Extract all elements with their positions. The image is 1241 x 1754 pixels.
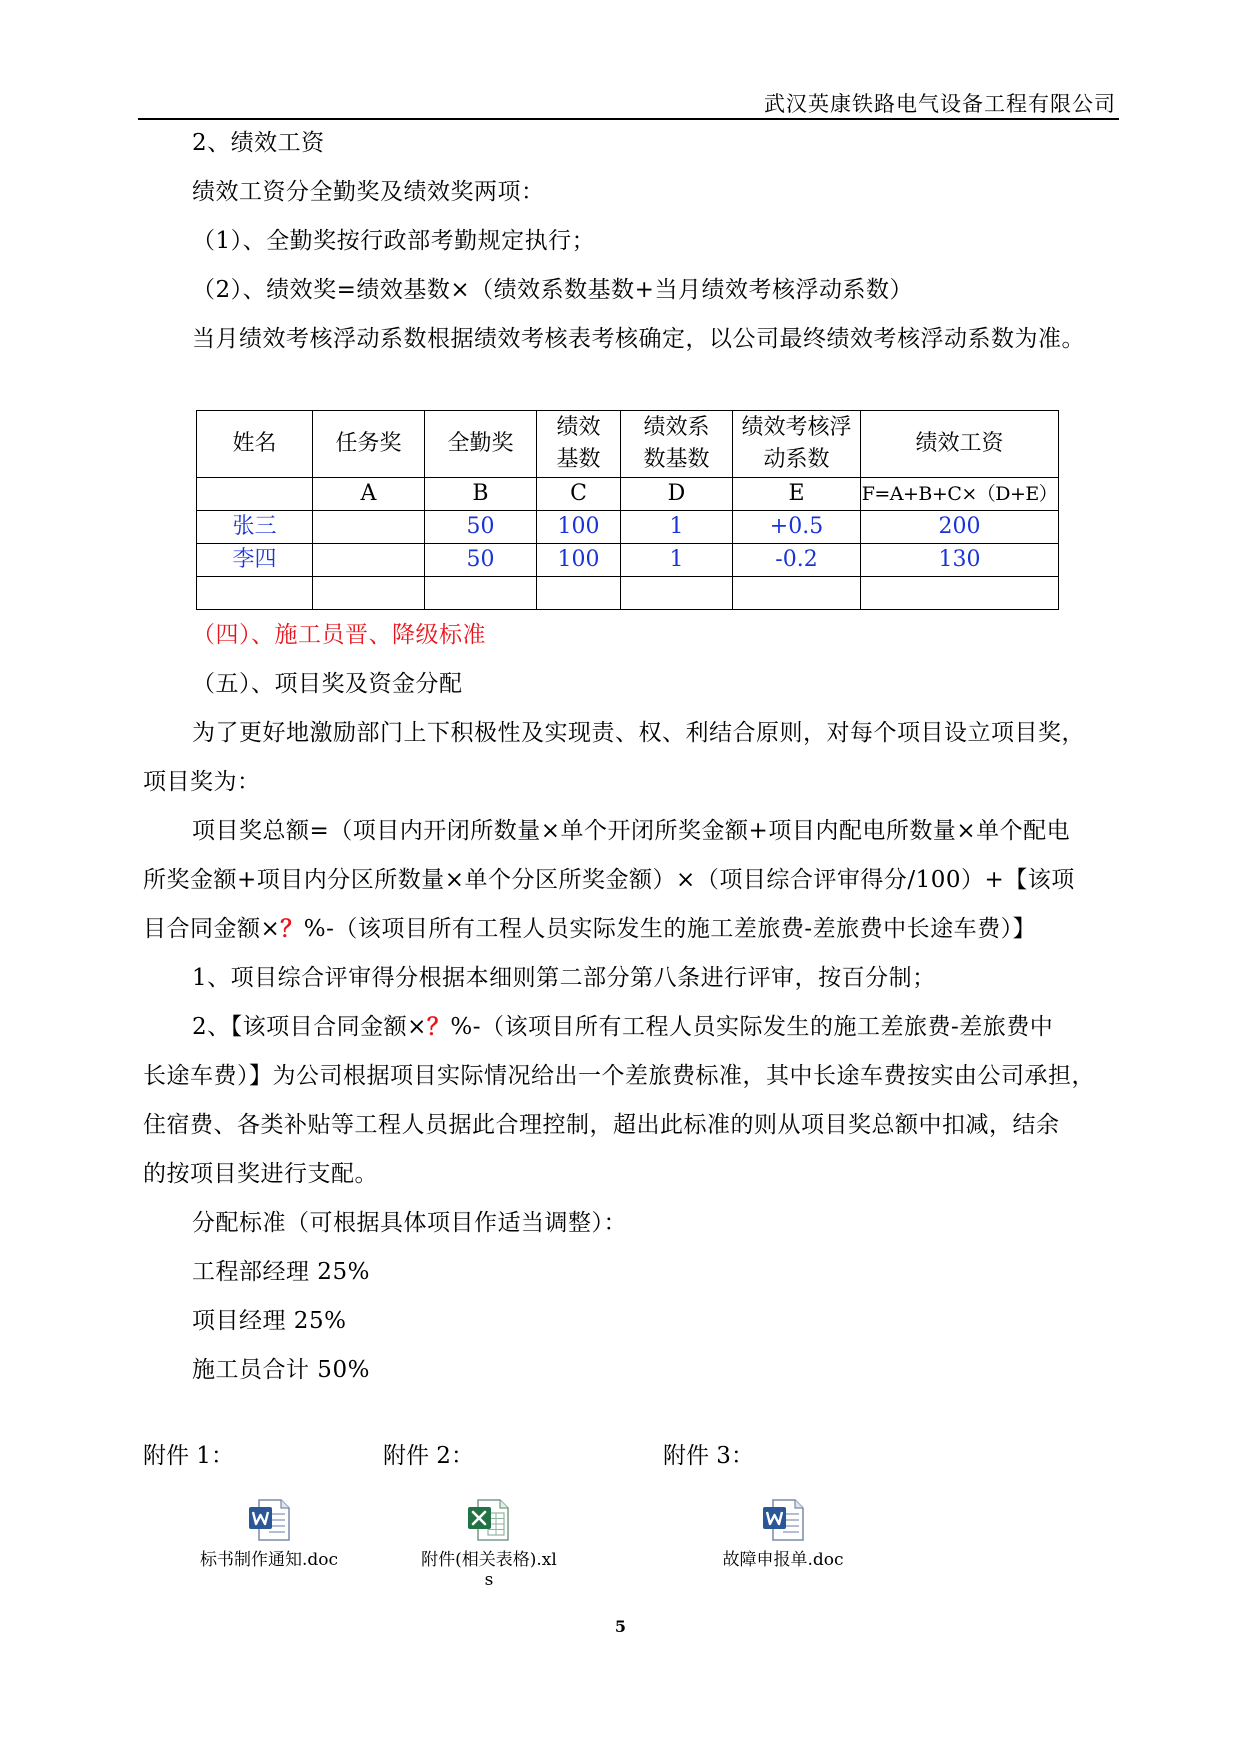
code-cell: F=A+B+C×（D+E） [861, 478, 1059, 511]
table-cell: 张三 [197, 511, 313, 544]
formula-text: 目合同金额× [143, 916, 281, 942]
table-row [197, 544, 1059, 577]
point-text: %-（该项目所有工程人员实际发生的施工差旅费-差旅费中 [450, 1014, 1054, 1040]
table-cell [733, 577, 861, 610]
table-code-row [197, 478, 1059, 511]
code-cell: D [621, 478, 733, 511]
table-cell: +0.5 [733, 511, 861, 544]
code-cell: A [313, 478, 425, 511]
distribution-title: 分配标准（可根据具体项目作适当调整）： [192, 1210, 627, 1236]
attachment-3-filename[interactable]: 故障申报单.doc [722, 1550, 844, 1570]
table-cell [313, 544, 425, 577]
bonus-formula-line-1: 项目奖总额=（项目内开闭所数量×单个开闭所奖金额+项目内配电所数量×单个配电 [192, 818, 1071, 844]
formula-text: %-（该项目所有工程人员实际发生的施工差旅费-差旅费中长途车费）】 [303, 916, 1037, 942]
table-cell [197, 577, 313, 610]
point-text: 2、【该项目合同金额× [192, 1014, 427, 1040]
header-cell: 姓名 [197, 411, 313, 478]
distribution-item: 项目经理 25% [192, 1308, 347, 1334]
table-cell: 1 [621, 511, 733, 544]
table-cell [425, 577, 537, 610]
section-4-title: （四）、施工员晋、降级标准 [192, 622, 486, 648]
header-company-name: 武汉英康铁路电气设备工程有限公司 [764, 92, 1116, 116]
table-cell: 100 [537, 511, 621, 544]
table-row [197, 511, 1059, 544]
section-5-point-2-line-2: 长途车费）】为公司根据项目实际情况给出一个差旅费标准，其中长途车费按实由公司承担， [143, 1063, 1095, 1089]
attachment-2-label: 附件 2： [383, 1443, 474, 1469]
distribution-item: 施工员合计 50% [192, 1357, 370, 1383]
section-5-title: （五）、项目奖及资金分配 [192, 671, 463, 697]
unknown-percent-mark: ？ [426, 1013, 451, 1040]
header-cell: 全勤奖 [425, 411, 537, 478]
bonus-formula-line-2: 所奖金额+项目内分区所数量×单个分区所奖金额）×（项目综合评审得分/100）+【该项 [143, 867, 1075, 893]
section-2-title: 2、绩效工资 [192, 130, 325, 156]
table-cell: 李四 [197, 544, 313, 577]
code-cell: E [733, 478, 861, 511]
table-cell: 1 [621, 544, 733, 577]
code-cell: B [425, 478, 537, 511]
page-number: 5 [614, 1617, 627, 1636]
attachment-1-filename[interactable]: 标书制作通知.doc [199, 1550, 339, 1570]
section-2-note: 当月绩效考核浮动系数根据绩效考核表考核确定，以公司最终绩效考核浮动系数为准。 [192, 326, 1085, 352]
code-cell [197, 478, 313, 511]
attachment-1-label: 附件 1： [143, 1443, 234, 1469]
performance-table [196, 410, 1059, 610]
table-cell: 50 [425, 544, 537, 577]
table-cell: 200 [861, 511, 1059, 544]
header-cell: 任务奖 [313, 411, 425, 478]
header-cell: 绩效考核浮动系数 [733, 411, 861, 478]
section-5-point-2-line-1 [192, 1012, 1053, 1042]
section-5-paragraph-1-cont: 项目奖为： [143, 769, 261, 795]
unknown-percent-mark: ？ [280, 915, 304, 942]
section-2-item-2: （2）、绩效奖=绩效基数×（绩效系数基数+当月绩效考核浮动系数） [192, 277, 913, 303]
excel-spreadsheet-icon[interactable] [466, 1498, 510, 1542]
distribution-item: 工程部经理 25% [192, 1259, 370, 1285]
header-rule [138, 118, 1119, 120]
table-cell: 100 [537, 544, 621, 577]
table-cell: -0.2 [733, 544, 861, 577]
attachment-2-filename[interactable]: 附件(相关表格).xl [421, 1550, 557, 1570]
section-2-intro: 绩效工资分全勤奖及绩效奖两项： [192, 179, 545, 205]
header-cell: 绩效系数基数 [621, 411, 733, 478]
table-cell [313, 511, 425, 544]
section-2-item-1: （1）、全勤奖按行政部考勤规定执行； [192, 228, 596, 254]
header-cell: 绩效工资 [861, 411, 1059, 478]
table-cell [537, 577, 621, 610]
attachment-3-label: 附件 3： [663, 1443, 754, 1469]
attachment-2-filename-wrap[interactable]: s [484, 1570, 494, 1590]
table-cell [621, 577, 733, 610]
code-cell: C [537, 478, 621, 511]
word-document-icon[interactable] [761, 1498, 805, 1542]
bonus-formula-line-3 [143, 914, 1036, 944]
table-header-row [197, 411, 1059, 478]
section-5-point-2-line-4: 的按项目奖进行支配。 [143, 1161, 378, 1187]
table-cell: 50 [425, 511, 537, 544]
word-document-icon[interactable] [247, 1498, 291, 1542]
table-row [197, 577, 1059, 610]
section-5-paragraph-1: 为了更好地激励部门上下积极性及实现责、权、利结合原则，对每个项目设立项目奖， [192, 720, 1085, 746]
table-cell: 130 [861, 544, 1059, 577]
section-5-point-2-line-3: 住宿费、各类补贴等工程人员据此合理控制，超出此标准的则从项目奖总额中扣减，结余 [143, 1112, 1060, 1138]
header-cell: 绩效基数 [537, 411, 621, 478]
section-5-point-1: 1、项目综合评审得分根据本细则第二部分第八条进行评审，按百分制； [192, 965, 936, 991]
table-cell [861, 577, 1059, 610]
table-cell [313, 577, 425, 610]
